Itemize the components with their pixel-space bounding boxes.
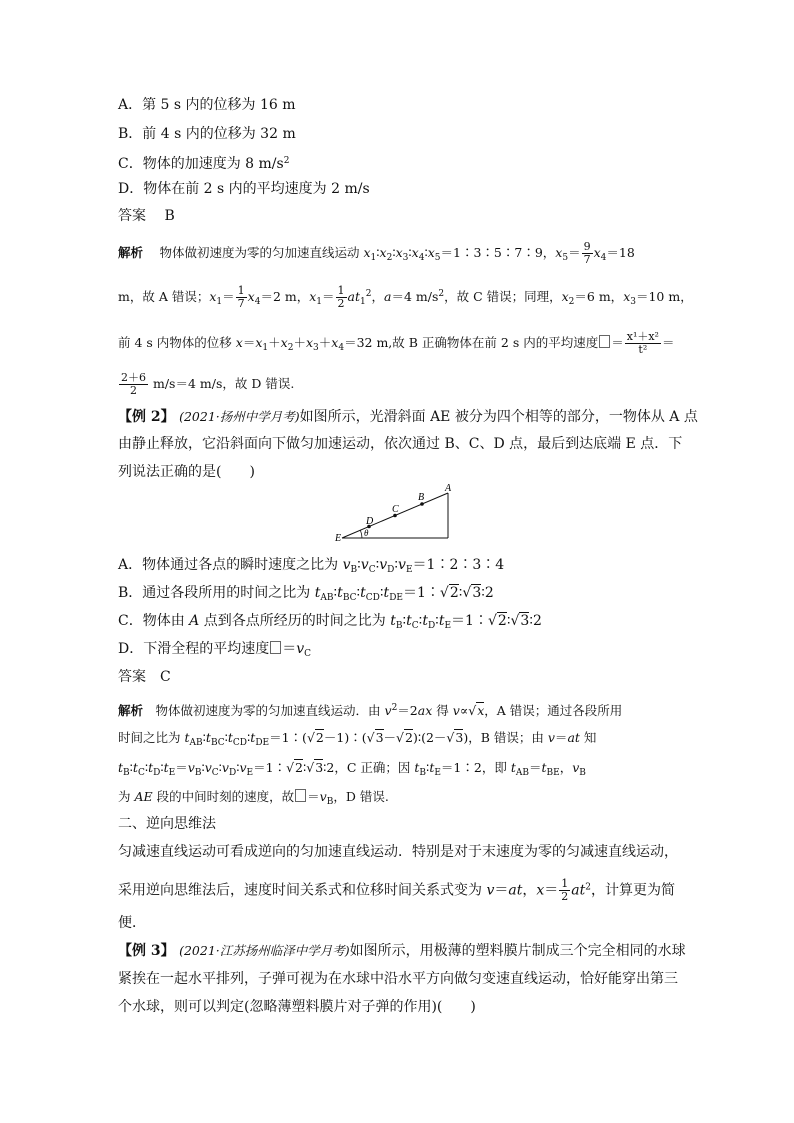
ex2-analysis-line1: 解析 物体做初速度为零的匀加速直线运动．由 $v^2=2ax$ 得 v∝√ x，A 错误；通过各段所用: [118, 699, 622, 720]
incline-figure: [334, 481, 454, 543]
ex2-option-d: D．下滑全程的平均速度 $=v_C$: [118, 641, 312, 659]
example-label: 【例 3】: [118, 943, 175, 959]
section-body-line3: 便．: [118, 915, 146, 931]
q1-analysis-line1: 解析 物体做初速度为零的匀加速直线运动 $x_1∶x_2∶x_3∶x_4∶x_5=1∶3∶5∶7∶9$，$x_5=$ $\frac{9}{7}$ $x_4=18$: [118, 240, 635, 266]
q1-analysis-line3: 前 4 s 内物体的位移 $x=x_1+x_2+x_3+x_4=32$ m,故 B 正确物体在前 2 s 内的平均速度 ＝ $\frac{\text{x¹＋x²}}{\text{t²}}$ ＝: [118, 330, 675, 356]
ex3-stem-line1: 【例 3】 (2021·江苏扬州临泽中学月考)如图所示，用极薄的塑料膜片制成三个完全相同的水球: [118, 943, 686, 959]
ex2-analysis-line3: $t_B∶t_C∶t_D∶t_E=v_B∶v_C∶v_D∶v_E=1∶√$ 2∶√ 3∶2，C 正确；因 $t_B∶t_E=1∶2$，即 $t_{AB}=t_{BE}$，$v_B$: [118, 759, 586, 782]
ex2-option-a: A．物体通过各点的瞬时速度之比为 $v_B∶v_C∶v_D∶v_E=1∶2∶3∶4$: [118, 557, 505, 575]
q1-analysis-line2: m，故 A 错误；$x_1=$ $\frac{1}{7}$ $x_4=2$ m，$x_1=$ $\frac{1}{2}$ $at_1^2$，a＝4 $m/s^2$，故 C 错误；同理，$x_2=6$ m，$x_3=10$ m，: [118, 284, 693, 310]
ex2-answer: 答案 C: [118, 669, 171, 685]
ex3-stem-line3: 个水球，则可以判定(忽略薄塑料膜片对子弹的作用)( ): [118, 999, 476, 1015]
ex2-stem-line1: 【例 2】 (2021·扬州中学月考)如图所示，光滑斜面 AE 被分为四个相等的部分，一物体从 A 点: [118, 409, 698, 425]
ex2-option-b: B．通过各段所用的时间之比为 $t_{AB}∶t_{BC}∶t_{CD}∶t_{DE}=1∶√$ 2∶√ 3∶2: [118, 584, 494, 607]
answer-value: B: [164, 208, 175, 224]
section-body-line1: 匀减速直线运动可看成逆向的匀加速直线运动．特别是对于末速度为零的匀减速直线运动，: [118, 844, 678, 860]
ex2-stem-line2: 由静止释放，它沿斜面向下做匀加速运动，依次通过 B、C、D 点，最后到达底端 E 点．下: [118, 436, 683, 452]
ex2-option-c: C．物体由 A 点到各点所经历的时间之比为 $t_B∶t_C∶t_D∶t_E=1∶√$ 2∶√ 3∶2: [118, 612, 542, 635]
q1-analysis-line4: $\frac{2+6}{2}$ m/s＝4 m/s，故 D 错误.: [121, 371, 295, 397]
ex2-stem-line3: 列说法正确的是( ): [118, 464, 255, 480]
section-title: 二、逆向思维法: [118, 816, 216, 832]
q1-option-a: A．第 5 s 内的位移为 16 m: [118, 97, 296, 113]
angle-arc: [360, 530, 362, 538]
q1-option-b: B．前 4 s 内的位移为 32 m: [118, 126, 296, 142]
ex3-stem-line2: 紧挨在一起水平排列，子弹可视为在水球中沿水平方向做匀变速直线运动，恰好能穿出第三: [118, 971, 678, 987]
fraction-2plus6-2: $\frac{2+6}{2}$: [121, 371, 146, 397]
label-c: C: [392, 504, 399, 515]
example-label: 【例 2】: [118, 409, 175, 425]
label-e: E: [335, 533, 342, 543]
label-d: D: [366, 516, 374, 527]
analysis-label: 解析: [118, 245, 144, 260]
answer-label: 答案: [118, 208, 146, 224]
label-theta: θ: [364, 528, 369, 538]
q1-option-c: C．物体的加速度为 8 $m/s^2$: [118, 156, 290, 172]
label-b: B: [418, 492, 425, 503]
q1-option-d: D．物体在前 2 s 内的平均速度为 2 m/s: [118, 181, 370, 197]
section-body-line2: 采用逆向思维法后，速度时间关系式和位移时间关系式变为 v＝at，x＝ $\frac{1}{2}$ $at^2$，计算更为简: [118, 877, 675, 903]
missing-glyph-box: [599, 335, 610, 348]
q1-answer: [118, 207, 175, 225]
fraction-9-7: $\frac{9}{7}$: [583, 240, 591, 266]
example-source: (2021·扬州中学月考): [179, 409, 300, 424]
label-a: A: [445, 483, 452, 494]
ex2-analysis-line2: 时间之比为 $t_{AB}∶t_{BC}∶t_{CD}∶t_{DE}=1∶(√$ 2－1)∶(√ 3－√ 2)∶(2－√ 3)，B 错误；由 v＝at 知: [118, 729, 596, 752]
ex2-analysis-line4: 为 AE 段的中间时刻的速度，故 $=v_B$，D 错误.: [118, 789, 389, 807]
